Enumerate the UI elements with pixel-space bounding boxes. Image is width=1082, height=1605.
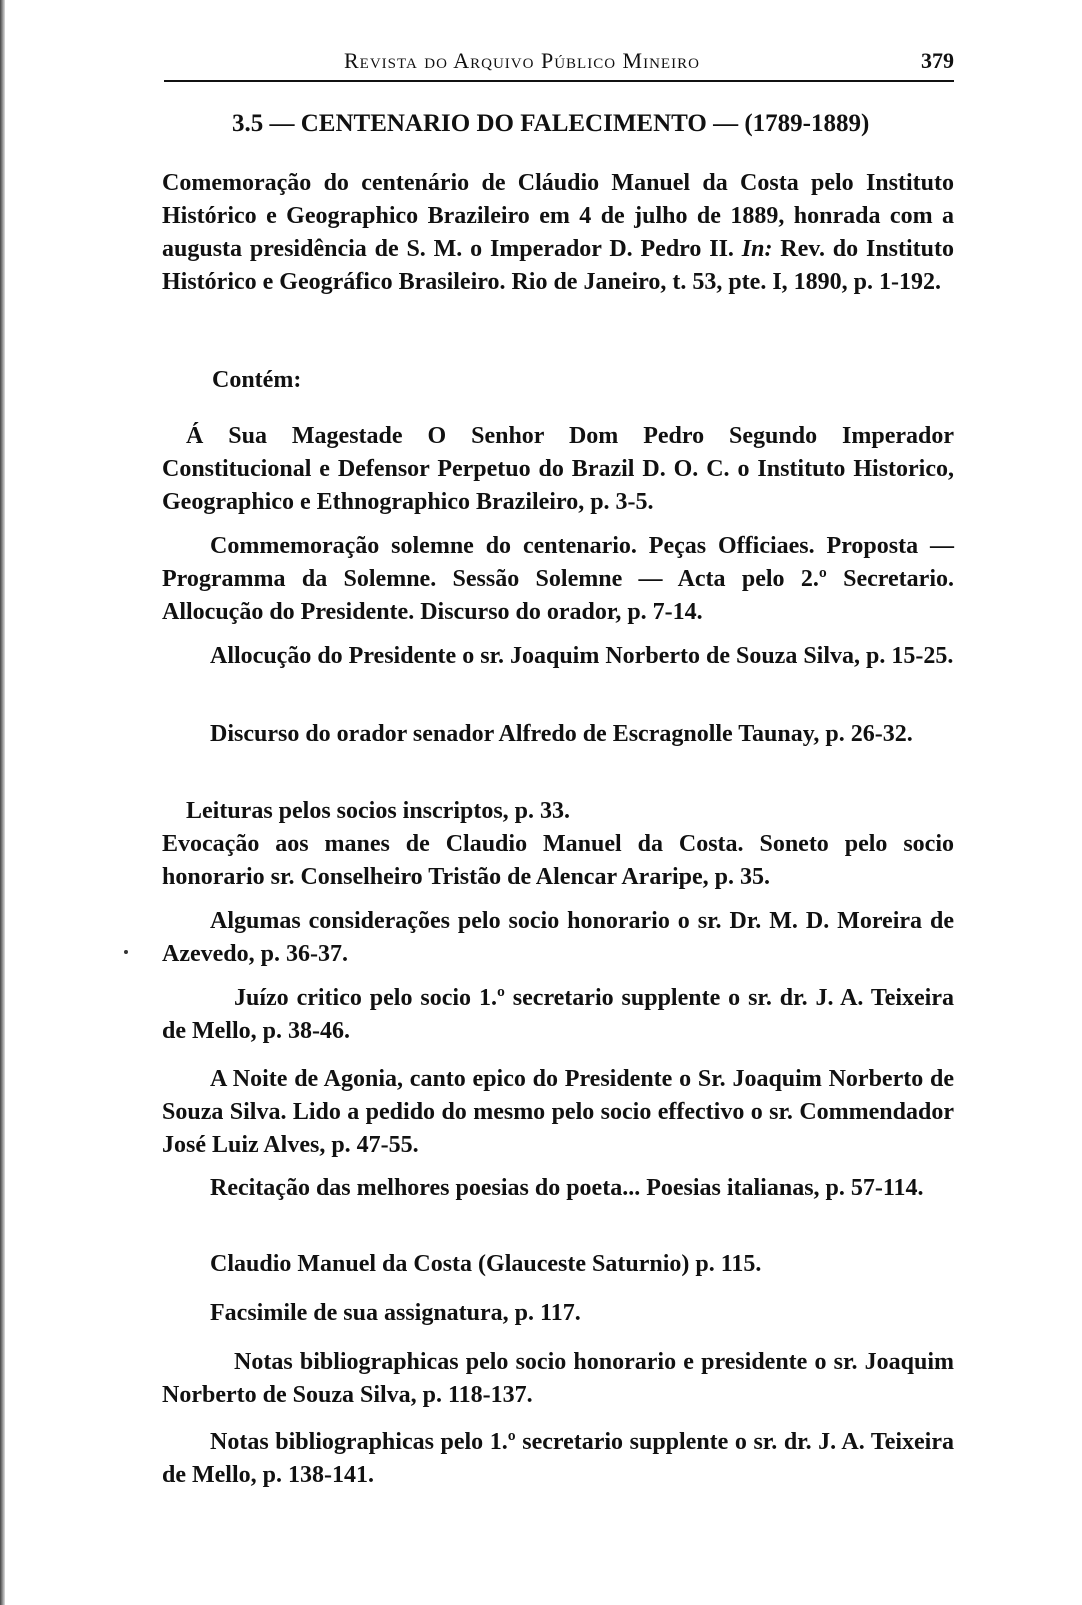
contents-entry: Facsimile de sua assignatura, p. 117. — [210, 1300, 581, 1326]
citation-text: Comemoração do centenário de Cláudio Manuel da Costa pelo Instituto Histórico e Geographico Brazileiro em 4 de julho de 1889, honrada com a augusta presidência de S. M. o Imperador D. Pedro II. — [162, 170, 954, 262]
contents-label: Contém: — [212, 367, 302, 393]
citation-in-label: In: — [741, 236, 773, 262]
contents-entry: Allocução do Presidente o sr. Joaquim Norberto de Souza Silva, p. 15-25. — [210, 643, 954, 669]
contents-entry: Algumas considerações pelo socio honorario o sr. Dr. M. D. Moreira de Azevedo, p. 36-37. — [162, 908, 954, 967]
contents-entry: Leituras pelos socios inscriptos, p. 33. — [186, 798, 571, 824]
contents-entry: Commemoração solemne do centenario. Peças Officiaes. Proposta — Programma da Solemne. Sessão Solemne — Acta pelo 2.º Secretario. Allocução do Presidente. Discurso do orador, p. 7-14. — [162, 533, 954, 625]
running-head — [164, 46, 954, 82]
margin-mark — [124, 950, 128, 954]
citation-paragraph — [162, 167, 954, 299]
contents-entry: Recitação das melhores poesias do poeta... Poesias italianas, p. 57-114. — [210, 1175, 924, 1201]
contents-entry: Juízo critico pelo socio 1.º secretario supplente o sr. dr. J. A. Teixeira de Mello, p. 38-46. — [162, 985, 954, 1044]
contents-entry: A Noite de Agonia, canto epico do Presidente o Sr. Joaquim Norberto de Souza Silva. Lido a pedido do mesmo pelo socio effectivo o sr. Commendador José Luiz Alves, p. 47-55. — [162, 1066, 954, 1158]
contents-entry: Notas bibliographicas pelo 1.º secretario supplente o sr. dr. J. A. Teixeira de Mello, p. 138-141. — [162, 1429, 954, 1488]
running-title: Revista do Arquivo Público Mineiro — [344, 48, 700, 73]
contents-entry: Discurso do orador senador Alfredo de Escragnolle Taunay, p. 26-32. — [210, 721, 913, 747]
contents-entry: Evocação aos manes de Claudio Manuel da Costa. Soneto pelo socio honorario sr. Conselheiro Tristão de Alencar Araripe, p. 35. — [162, 831, 954, 890]
contents-entry: Á Sua Magestade O Senhor Dom Pedro Segundo Imperador Constitucional e Defensor Perpetuo do Brazil D. O. C. o Instituto Historico, Geographico e Ethnographico Brazileiro, p. 3-5. — [162, 423, 954, 515]
citation-source: Rev. do Instituto Histórico e Geográfico Brasileiro. Rio de Janeiro, t. 53, pte. I, 1890, p. 1-192. — [162, 236, 955, 295]
page-number: 379 — [921, 48, 954, 73]
scan-edge — [0, 0, 5, 1605]
contents-entry: Claudio Manuel da Costa (Glauceste Saturnio) p. 115. — [210, 1251, 762, 1277]
section-heading: 3.5 — CENTENARIO DO FALECIMENTO — (1789-1889) — [232, 110, 870, 137]
contents-entry: Notas bibliographicas pelo socio honorario e presidente o sr. Joaquim Norberto de Souza Silva, p. 118-137. — [162, 1349, 954, 1408]
